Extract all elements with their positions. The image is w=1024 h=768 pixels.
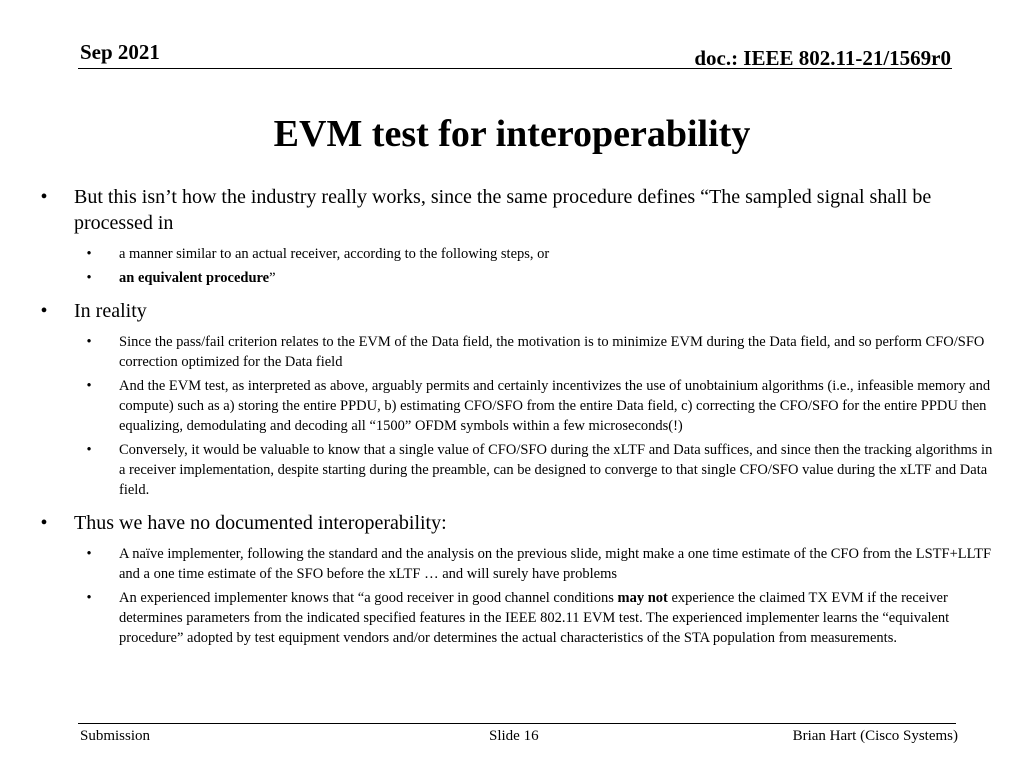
- sub-bullet-2-2: [34, 376, 1000, 436]
- bullet-dot: •: [40, 300, 48, 322]
- sub-bullet-dot: •: [86, 546, 92, 562]
- bullet-2-text: In reality: [74, 300, 147, 322]
- sub-bullet-2-2-text: And the EVM test, as interpreted as above, arguably permits and certainly incentivizes the use of unobtainium algorithms (i.e., infeasible memory and compute) such as a) storing the entire PPDU, b) estimating CFO/SFO from the entire Data field, c) correcting the CFO/SFO for the entire PPDU then equalizing, demodulating and decoding all “1500” OFDM symbols within a few microseconds(!): [119, 378, 991, 434]
- bullet-2: [34, 298, 1000, 324]
- sub-bullet-1-2-bold: an equivalent procedure: [119, 270, 270, 286]
- footer-divider: [78, 723, 956, 724]
- header-date: Sep 2021: [80, 40, 160, 64]
- sub-bullet-1-1: [34, 244, 1000, 264]
- header-doc-id: doc.: IEEE 802.11-21/1569r0: [694, 46, 951, 70]
- sub-bullet-3-1: [34, 544, 1000, 584]
- sub-bullet-dot: •: [86, 590, 92, 606]
- slide-body: [34, 184, 1000, 652]
- sub-bullet-3-2-after: experience the claimed TX EVM if the receiver determines parameters from the indicated specified features in the IEEE 802.11 EVM test. The experienced implementer learns the “equivalent procedure” adopted by test equipment vendors and/or determines the actual characteristics of the STA population from measurements.: [119, 590, 950, 646]
- sub-bullet-dot: •: [86, 334, 92, 350]
- bullet-dot: •: [40, 186, 48, 208]
- bullet-dot: •: [40, 512, 48, 534]
- bullet-1-text: But this isn’t how the industry really works, since the same procedure defines “The sampled signal shall be processed in: [74, 186, 932, 234]
- bullet-3-text: Thus we have no documented interoperability:: [74, 512, 447, 534]
- sub-bullet-1-1-text: a manner similar to an actual receiver, according to the following steps, or: [119, 246, 550, 262]
- sub-bullet-dot: •: [86, 378, 92, 394]
- sub-bullet-1-2: [34, 268, 1000, 288]
- sub-bullet-2-1-text: Since the pass/fail criterion relates to the EVM of the Data field, the motivation is to minimize EVM during the Data field, and so perform CFO/SFO correction optimized for the Data field: [119, 334, 985, 370]
- sub-bullet-3-2: [34, 588, 1000, 648]
- sub-bullet-dot: •: [86, 270, 92, 286]
- sub-bullet-3-2-bold: may not: [617, 590, 668, 606]
- sub-bullet-dot: •: [86, 246, 92, 262]
- sub-bullet-dot: •: [86, 442, 92, 458]
- footer-slide-number: Slide 16: [489, 728, 539, 744]
- footer-author: Brian Hart (Cisco Systems): [792, 728, 958, 744]
- header-divider: [78, 68, 952, 69]
- bullet-3: [34, 510, 1000, 536]
- sub-bullet-2-3: [34, 440, 1000, 500]
- sub-bullet-1-2-after: ”: [269, 270, 276, 286]
- slide-title: EVM test for interoperability: [273, 113, 751, 155]
- sub-bullet-3-1-text: A naïve implementer, following the standard and the analysis on the previous slide, might make a one time estimate of the CFO from the LSTF+LLTF and a one time estimate of the SFO before the xLTF … and will surely have problems: [119, 546, 992, 582]
- footer-submission: Submission: [80, 728, 151, 744]
- sub-bullet-3-2-before: An experienced implementer knows that “a good receiver in good channel conditions: [119, 590, 618, 606]
- bullet-1: [34, 184, 1000, 236]
- sub-bullet-2-1: [34, 332, 1000, 372]
- sub-bullet-2-3-text: Conversely, it would be valuable to know that a single value of CFO/SFO during the xLTF and Data suffices, and since then the tracking algorithms in a receiver implementation, despite starting during the preamble, can be designed to converge to that single CFO/SFO value during the xLTF and Data field.: [119, 442, 993, 498]
